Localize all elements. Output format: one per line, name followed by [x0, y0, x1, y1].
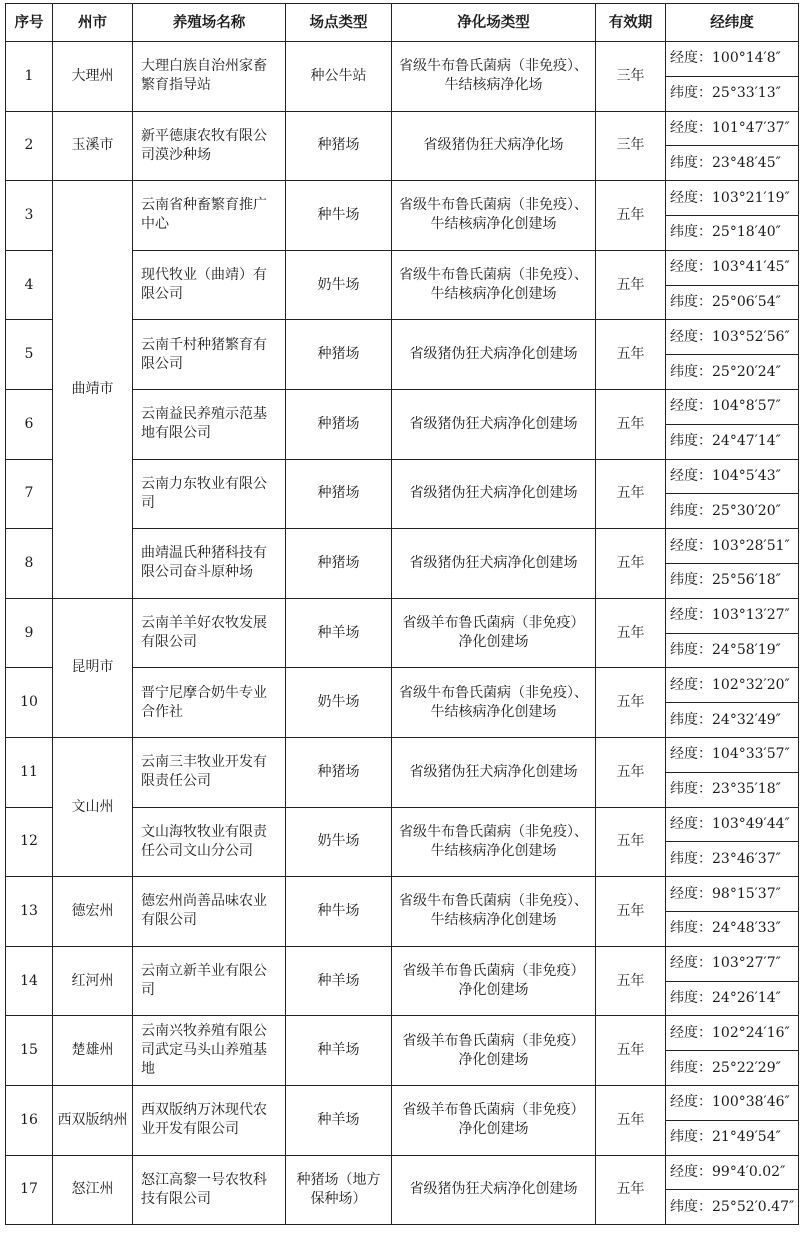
lon-cell: [666, 598, 799, 633]
lon-value: 103°52′56″: [712, 328, 790, 345]
site-type-cell: 种猪场: [286, 459, 392, 529]
header-seq: 序号: [6, 4, 53, 42]
purification-cell: 省级猪伪狂犬病净化创建场: [392, 737, 596, 807]
lat-label: 纬度：: [670, 224, 712, 241]
lon-cell: [666, 946, 799, 981]
table-row: [6, 181, 799, 216]
lon-cell: [666, 807, 799, 842]
lat-label: 纬度：: [670, 989, 712, 1006]
site-type-cell: 种猪场: [286, 529, 392, 599]
lat-value: 25°30′20″: [712, 502, 781, 519]
lon-value: 103°13′27″: [712, 607, 790, 624]
seq-cell: 15: [6, 1016, 53, 1086]
lon-label: 经度：: [670, 1094, 712, 1111]
validity-cell: 五年: [596, 598, 666, 668]
validity-cell: 三年: [596, 111, 666, 181]
lon-label: 经度：: [670, 398, 712, 415]
farm-name-cell: 现代牧业（曲靖）有限公司: [133, 250, 286, 320]
farm-name-cell: 文山海牧牧业有限责任公司文山分公司: [133, 807, 286, 877]
lat-label: 纬度：: [670, 572, 712, 589]
lat-value: 25°18′40″: [712, 224, 781, 241]
validity-cell: 五年: [596, 668, 666, 738]
site-type-cell: 种猪场: [286, 389, 392, 459]
farm-name-cell: 云南益民养殖示范基地有限公司: [133, 389, 286, 459]
purification-cell: 省级牛布鲁氏菌病（非免疫）、牛结核病净化创建场: [392, 668, 596, 738]
purification-cell: 省级牛布鲁氏菌病（非免疫）、牛结核病净化创建场: [392, 807, 596, 877]
site-type-cell: 种羊场: [286, 1085, 392, 1155]
lon-value: 103°21′19″: [712, 189, 790, 206]
header-validity: 有效期: [596, 4, 666, 42]
seq-cell: 12: [6, 807, 53, 877]
lon-value: 103°27′7″: [712, 955, 781, 972]
seq-cell: 9: [6, 598, 53, 668]
purification-cell: 省级牛布鲁氏菌病（非免疫）、牛结核病净化创建场: [392, 877, 596, 947]
purification-cell: 省级猪伪狂犬病净化创建场: [392, 320, 596, 390]
lat-label: 纬度：: [670, 154, 712, 171]
farm-name-cell: 云南兴牧养殖有限公司武定马头山养殖基地: [133, 1016, 286, 1086]
header-coords: 经纬度: [666, 4, 799, 42]
lon-label: 经度：: [670, 955, 712, 972]
lat-label: 纬度：: [670, 1129, 712, 1146]
farm-name-cell: 西双版纳万沐现代农业开发有限公司: [133, 1085, 286, 1155]
site-type-cell: 种公牛站: [286, 42, 392, 112]
farm-name-cell: 新平德康农牧有限公司漠沙种场: [133, 111, 286, 181]
lon-label: 经度：: [670, 119, 712, 136]
header-prefecture: 州市: [53, 4, 133, 42]
lon-label: 经度：: [670, 607, 712, 624]
validity-cell: 五年: [596, 389, 666, 459]
lat-cell: [666, 424, 799, 459]
lon-cell: [666, 1155, 799, 1190]
lon-label: 经度：: [670, 328, 712, 345]
header-row: [6, 4, 799, 42]
lat-label: 纬度：: [670, 920, 712, 937]
lat-value: 24°32′49″: [712, 711, 781, 728]
lat-value: 23°35′18″: [712, 781, 781, 798]
lat-cell: [666, 842, 799, 877]
lon-value: 98°15′37″: [712, 885, 781, 902]
lat-cell: [666, 563, 799, 598]
purification-cell: 省级猪伪狂犬病净化创建场: [392, 389, 596, 459]
purification-cell: 省级猪伪狂犬病净化创建场: [392, 1155, 596, 1225]
lat-value: 25°52′0.47″: [712, 1198, 795, 1215]
lat-label: 纬度：: [670, 1059, 712, 1076]
lat-cell: [666, 911, 799, 946]
lat-label: 纬度：: [670, 711, 712, 728]
lat-label: 纬度：: [670, 641, 712, 658]
purification-cell: 省级羊布鲁氏菌病（非免疫）净化创建场: [392, 598, 596, 668]
prefecture-cell: 西双版纳州: [53, 1085, 133, 1155]
validity-cell: 五年: [596, 946, 666, 1016]
lat-value: 25°56′18″: [712, 572, 781, 589]
seq-cell: 4: [6, 250, 53, 320]
table-row: [6, 111, 799, 146]
site-type-cell: 种牛场: [286, 877, 392, 947]
site-type-cell: 种羊场: [286, 598, 392, 668]
lat-label: 纬度：: [670, 293, 712, 310]
table-row: [6, 877, 799, 912]
lon-label: 经度：: [670, 50, 712, 67]
site-type-cell: 种羊场: [286, 1016, 392, 1086]
purification-cell: 省级猪伪狂犬病净化创建场: [392, 459, 596, 529]
lat-label: 纬度：: [670, 433, 712, 450]
table-row: [6, 737, 799, 772]
table-row: [6, 946, 799, 981]
purification-cell: 省级牛布鲁氏菌病（非免疫）、牛结核病净化场: [392, 42, 596, 112]
validity-cell: 五年: [596, 807, 666, 877]
seq-cell: 13: [6, 877, 53, 947]
lat-value: 25°22′29″: [712, 1059, 781, 1076]
farm-name-cell: 晋宁尼摩合奶牛专业合作社: [133, 668, 286, 738]
lat-cell: [666, 772, 799, 807]
lon-cell: [666, 111, 799, 146]
purification-cell: 省级羊布鲁氏菌病（非免疫）净化创建场: [392, 1085, 596, 1155]
prefecture-cell: 大理州: [53, 42, 133, 112]
header-site-type: 场点类型: [286, 4, 392, 42]
lon-value: 102°24′16″: [712, 1024, 790, 1041]
lon-label: 经度：: [670, 467, 712, 484]
seq-cell: 14: [6, 946, 53, 1016]
validity-cell: 五年: [596, 181, 666, 251]
validity-cell: 五年: [596, 250, 666, 320]
validity-cell: 五年: [596, 1085, 666, 1155]
purification-cell: 省级羊布鲁氏菌病（非免疫）净化创建场: [392, 946, 596, 1016]
prefecture-cell: 玉溪市: [53, 111, 133, 181]
lat-label: 纬度：: [670, 1198, 712, 1215]
lat-cell: [666, 215, 799, 250]
site-type-cell: 奶牛场: [286, 250, 392, 320]
lat-value: 24°26′14″: [712, 989, 781, 1006]
purification-cell: 省级羊布鲁氏菌病（非免疫）净化创建场: [392, 1016, 596, 1086]
site-type-cell: 种羊场: [286, 946, 392, 1016]
site-type-cell: 种猪场: [286, 111, 392, 181]
lat-cell: [666, 981, 799, 1016]
farm-name-cell: 云南省种畜繁育推广中心: [133, 181, 286, 251]
prefecture-cell: 文山州: [53, 737, 133, 876]
lat-cell: [666, 494, 799, 529]
seq-cell: 1: [6, 42, 53, 112]
seq-cell: 10: [6, 668, 53, 738]
table-row: [6, 42, 799, 77]
lat-label: 纬度：: [670, 85, 712, 102]
lat-value: 24°47′14″: [712, 433, 781, 450]
lat-value: 21°49′54″: [712, 1129, 781, 1146]
prefecture-cell: 曲靖市: [53, 181, 133, 599]
seq-cell: 11: [6, 737, 53, 807]
validity-cell: 五年: [596, 459, 666, 529]
lat-value: 23°46′37″: [712, 850, 781, 867]
table-row: [6, 1016, 799, 1051]
lon-label: 经度：: [670, 1163, 712, 1180]
lat-value: 25°06′54″: [712, 293, 781, 310]
farm-name-cell: 云南羊羊好农牧发展有限公司: [133, 598, 286, 668]
farm-name-cell: 德宏州尚善品味农业有限公司: [133, 877, 286, 947]
site-type-cell: 奶牛场: [286, 668, 392, 738]
lat-label: 纬度：: [670, 781, 712, 798]
seq-cell: 17: [6, 1155, 53, 1225]
lon-cell: [666, 737, 799, 772]
lat-cell: [666, 76, 799, 111]
lon-cell: [666, 320, 799, 355]
seq-cell: 6: [6, 389, 53, 459]
lon-cell: [666, 42, 799, 77]
prefecture-cell: 德宏州: [53, 877, 133, 947]
validity-cell: 五年: [596, 1155, 666, 1225]
lon-cell: [666, 459, 799, 494]
lon-label: 经度：: [670, 676, 712, 693]
seq-cell: 7: [6, 459, 53, 529]
lon-cell: [666, 1016, 799, 1051]
lon-cell: [666, 250, 799, 285]
farm-name-cell: 怒江高黎一号农牧科技有限公司: [133, 1155, 286, 1225]
lat-label: 纬度：: [670, 363, 712, 380]
validity-cell: 五年: [596, 1016, 666, 1086]
validity-cell: 五年: [596, 529, 666, 599]
lat-cell: [666, 1051, 799, 1086]
lon-value: 103°49′44″: [712, 815, 790, 832]
lon-value: 104°8′57″: [712, 398, 781, 415]
lon-value: 103°41′45″: [712, 259, 790, 276]
prefecture-cell: 昆明市: [53, 598, 133, 737]
site-type-cell: 奶牛场: [286, 807, 392, 877]
lat-value: 23°48′45″: [712, 154, 781, 171]
table-row: [6, 598, 799, 633]
seq-cell: 8: [6, 529, 53, 599]
lon-label: 经度：: [670, 537, 712, 554]
seq-cell: 2: [6, 111, 53, 181]
farm-name-cell: 云南千村种猪繁育有限公司: [133, 320, 286, 390]
lon-cell: [666, 877, 799, 912]
purification-cell: 省级牛布鲁氏菌病（非免疫）、牛结核病净化创建场: [392, 181, 596, 251]
lon-label: 经度：: [670, 189, 712, 206]
lon-cell: [666, 1085, 799, 1120]
lon-value: 101°47′37″: [712, 119, 790, 136]
table-row: [6, 1155, 799, 1190]
header-farm-name: 养殖场名称: [133, 4, 286, 42]
lon-label: 经度：: [670, 746, 712, 763]
table-row: [6, 1085, 799, 1120]
lat-cell: [666, 1120, 799, 1155]
farm-name-cell: 云南力东牧业有限公司: [133, 459, 286, 529]
lon-value: 104°33′57″: [712, 746, 790, 763]
lon-cell: [666, 668, 799, 703]
site-type-cell: 种猪场: [286, 320, 392, 390]
lat-label: 纬度：: [670, 502, 712, 519]
validity-cell: 五年: [596, 737, 666, 807]
lat-cell: [666, 146, 799, 181]
lat-label: 纬度：: [670, 850, 712, 867]
lon-value: 100°38′46″: [712, 1094, 790, 1111]
lon-label: 经度：: [670, 259, 712, 276]
lat-cell: [666, 703, 799, 738]
prefecture-cell: 楚雄州: [53, 1016, 133, 1086]
lat-value: 25°20′24″: [712, 363, 781, 380]
lon-label: 经度：: [670, 815, 712, 832]
validity-cell: 三年: [596, 42, 666, 112]
lon-cell: [666, 181, 799, 216]
lat-value: 24°58′19″: [712, 641, 781, 658]
farm-name-cell: 云南立新羊业有限公司: [133, 946, 286, 1016]
lon-label: 经度：: [670, 1024, 712, 1041]
purification-cell: 省级猪伪狂犬病净化场: [392, 111, 596, 181]
lat-cell: [666, 633, 799, 668]
validity-cell: 五年: [596, 877, 666, 947]
site-type-cell: 种猪场（地方保种场）: [286, 1155, 392, 1225]
lat-value: 24°48′33″: [712, 920, 781, 937]
site-type-cell: 种猪场: [286, 737, 392, 807]
purification-cell: 省级牛布鲁氏菌病（非免疫）、牛结核病净化创建场: [392, 250, 596, 320]
lon-value: 99°4′0.02″: [712, 1163, 786, 1180]
lat-cell: [666, 1190, 799, 1225]
farm-name-cell: 云南三丰牧业开发有限责任公司: [133, 737, 286, 807]
lat-value: 25°33′13″: [712, 85, 781, 102]
lon-value: 103°28′51″: [712, 537, 790, 554]
site-type-cell: 种牛场: [286, 181, 392, 251]
prefecture-cell: 怒江州: [53, 1155, 133, 1225]
purification-cell: 省级猪伪狂犬病净化创建场: [392, 529, 596, 599]
farm-name-cell: 大理白族自治州家畜繁育指导站: [133, 42, 286, 112]
validity-cell: 五年: [596, 320, 666, 390]
lon-value: 104°5′43″: [712, 467, 781, 484]
table-wrapper: [5, 3, 799, 1225]
farm-table: [5, 3, 799, 1225]
header-purification-type: 净化场类型: [392, 4, 596, 42]
seq-cell: 5: [6, 320, 53, 390]
lat-cell: [666, 355, 799, 390]
lon-value: 102°32′20″: [712, 676, 790, 693]
lat-cell: [666, 285, 799, 320]
seq-cell: 3: [6, 181, 53, 251]
lon-cell: [666, 529, 799, 564]
lon-label: 经度：: [670, 885, 712, 902]
farm-name-cell: 曲靖温氏种猪科技有限公司奋斗原种场: [133, 529, 286, 599]
prefecture-cell: 红河州: [53, 946, 133, 1016]
seq-cell: 16: [6, 1085, 53, 1155]
lon-cell: [666, 389, 799, 424]
lon-value: 100°14′8″: [712, 50, 781, 67]
